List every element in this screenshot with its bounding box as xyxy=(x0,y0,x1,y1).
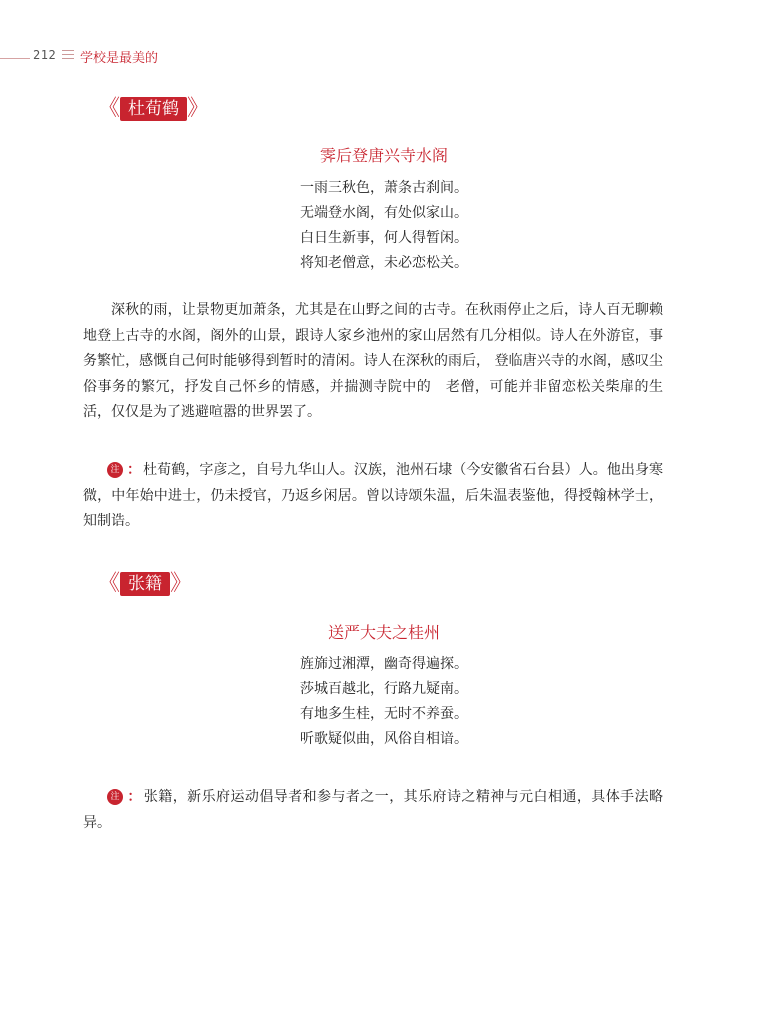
poem-line: 旌旆过湘潭，幽奇得遍探。 xyxy=(300,656,468,672)
tag-left-bracket: 《 xyxy=(98,571,121,596)
commentary-paragraph: 深秋的雨，让景物更加萧条，尤其是在山野之间的古寺。在秋雨停止之后，诗人百无聊赖地登上古寺的水阁，阁外的山景，跟诗人家乡池州的家山居然有几分相似。诗人在外游宦，事务繁忙，感慨自己何时能够得到暂时的清闲。诗人在深秋的雨后， 登临唐兴寺的水阁，感叹尘俗事务的繁冗，抒发自己怀乡的情感，并揣测寺院中的 老僧，可能并非留恋松关柴扉的生活，仅仅是为了逃避喧嚣的世界罢了。 xyxy=(83,302,663,420)
poem-line: 白日生新事，何人得暂闲。 xyxy=(300,230,468,246)
poem-line: 一雨三秋色，萧条古刹间。 xyxy=(300,180,468,196)
note-text: 杜荀鹤，字彦之，自号九华山人。汉族，池州石埭（今安徽省石台县）人。他出身寒微，中年始中进士，仍未授官，乃返乡闲居。曾以诗颂朱温，后朱温表鉴他，得授翰林学士，知制诰。 xyxy=(83,462,664,529)
author-tag-1 xyxy=(98,97,209,121)
note-paragraph-2 xyxy=(83,785,663,836)
tag-left-bracket: 《 xyxy=(98,96,121,121)
tag-right-bracket: 》 xyxy=(187,96,210,121)
note-text: 张籍，新乐府运动倡导者和参与者之一，其乐府诗之精神与元白相通，具体手法略异。 xyxy=(83,789,664,831)
header-decoration xyxy=(62,50,74,64)
note-colon: ： xyxy=(127,462,142,478)
note-colon: ： xyxy=(127,789,142,805)
note-paragraph-1 xyxy=(83,458,663,535)
poem-line: 听歌疑似曲，风俗自相谙。 xyxy=(300,731,468,747)
page-number: 212 xyxy=(33,48,57,62)
tag-right-bracket: 》 xyxy=(170,571,193,596)
running-header-title: 学校是最美的 xyxy=(80,51,159,66)
poem-line: 莎城百越北，行路九疑南。 xyxy=(300,681,468,697)
note-badge-icon: 注 xyxy=(107,462,123,478)
author-tag-label: 张籍 xyxy=(120,572,170,596)
poem-line: 将知老僧意，未必恋松关。 xyxy=(300,255,468,271)
note-badge-icon: 注 xyxy=(107,789,123,805)
author-tag-label: 杜荀鹤 xyxy=(120,97,187,121)
poem-line: 无端登水阁，有处似家山。 xyxy=(300,205,468,221)
author-tag-2 xyxy=(98,572,192,596)
header-rule xyxy=(0,58,30,59)
poem-line: 有地多生桂，无时不养蚕。 xyxy=(300,706,468,722)
poem-title-2: 送严大夫之桂州 xyxy=(327,623,440,642)
poem-title-1: 霁后登唐兴寺水阁 xyxy=(319,146,448,165)
